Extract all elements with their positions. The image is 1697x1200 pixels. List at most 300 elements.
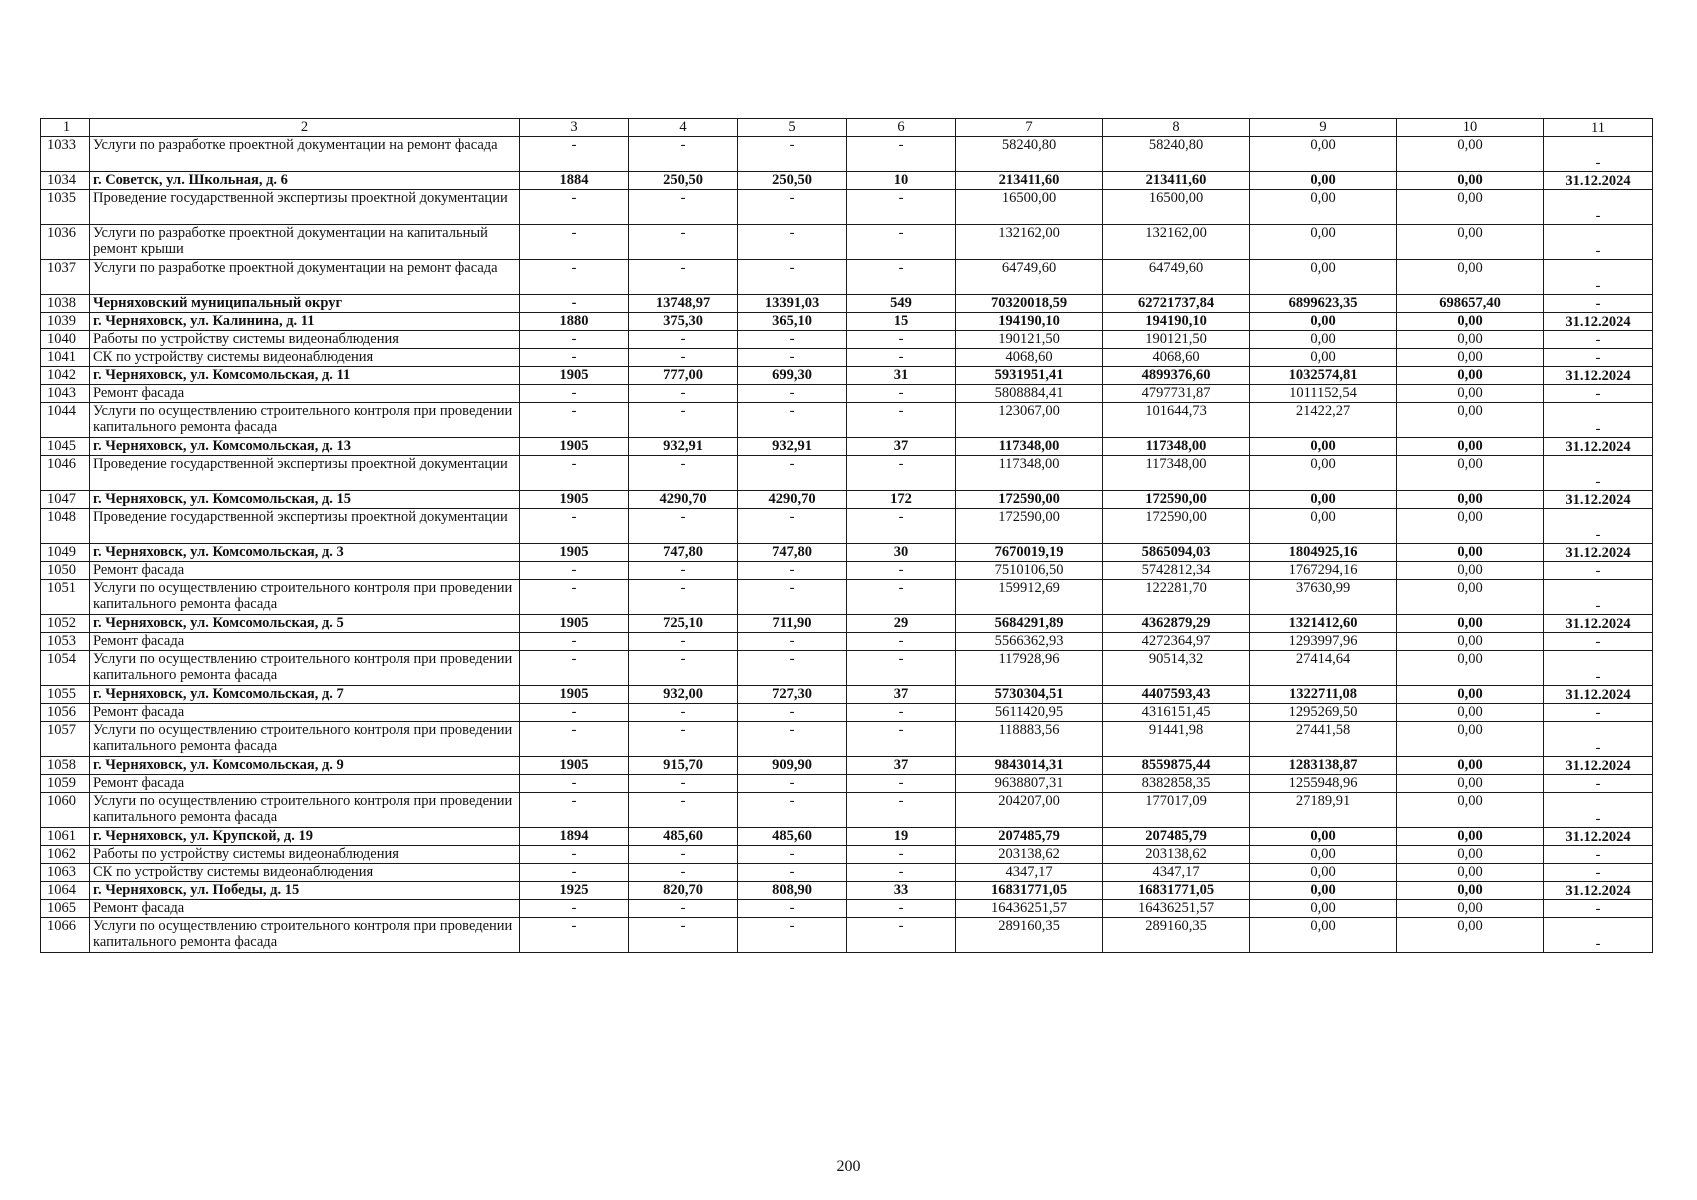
column-header-4: 4 <box>629 119 738 137</box>
cell-area-total: - <box>629 580 738 615</box>
cell-cost-total: 203138,62 <box>956 846 1103 864</box>
cell-residents: - <box>847 190 956 225</box>
cell-year: - <box>520 562 629 580</box>
cell-description: Черняховский муниципальный округ <box>90 295 520 313</box>
cell-area-total: - <box>629 900 738 918</box>
cell-year: - <box>520 456 629 491</box>
cell-cost-total: 5684291,89 <box>956 615 1103 633</box>
cell-area-living: - <box>738 704 847 722</box>
cell-residents: 172 <box>847 491 956 509</box>
cell-description: г. Черняховск, ул. Комсомольская, д. 9 <box>90 757 520 775</box>
cell-row-number: 1061 <box>41 828 90 846</box>
table-row <box>41 846 1653 864</box>
cell-cost-owners: 1032574,81 <box>1250 367 1397 385</box>
cell-cost-fund: 5742812,34 <box>1103 562 1250 580</box>
cell-cost-owners: 27441,58 <box>1250 722 1397 757</box>
cell-row-number: 1041 <box>41 349 90 367</box>
table-row <box>41 438 1653 456</box>
cell-cost-owners: 27189,91 <box>1250 793 1397 828</box>
cell-area-living: - <box>738 331 847 349</box>
cell-cost-owners: 21422,27 <box>1250 403 1397 438</box>
cell-residents: 37 <box>847 757 956 775</box>
cell-year: - <box>520 331 629 349</box>
cell-cost-other: 0,00 <box>1397 918 1544 953</box>
cell-year: - <box>520 722 629 757</box>
cell-year: - <box>520 633 629 651</box>
cell-description: Услуги по разработке проектной документации на ремонт фасада <box>90 137 520 172</box>
cell-cost-owners: 0,00 <box>1250 900 1397 918</box>
table-row <box>41 651 1653 686</box>
cell-cost-fund: 16831771,05 <box>1103 882 1250 900</box>
page-number: 200 <box>836 1158 861 1175</box>
cell-cost-total: 207485,79 <box>956 828 1103 846</box>
cell-cost-fund: 8382858,35 <box>1103 775 1250 793</box>
cell-cost-owners: 1283138,87 <box>1250 757 1397 775</box>
table-row <box>41 686 1653 704</box>
cell-cost-fund: 172590,00 <box>1103 509 1250 544</box>
cell-area-living: 808,90 <box>738 882 847 900</box>
cell-description: г. Черняховск, ул. Комсомольская, д. 15 <box>90 491 520 509</box>
cell-cost-other: 0,00 <box>1397 509 1544 544</box>
cell-residents: 549 <box>847 295 956 313</box>
cell-residents: - <box>847 260 956 295</box>
cell-area-total: - <box>629 846 738 864</box>
cell-cost-fund: 177017,09 <box>1103 793 1250 828</box>
cell-residents: - <box>847 918 956 953</box>
cell-deadline: - <box>1544 651 1653 686</box>
cell-cost-fund: 8559875,44 <box>1103 757 1250 775</box>
table-row <box>41 456 1653 491</box>
cell-description: г. Черняховск, ул. Комсомольская, д. 3 <box>90 544 520 562</box>
cell-year: 1905 <box>520 615 629 633</box>
cell-area-living: - <box>738 225 847 260</box>
cell-deadline: - <box>1544 722 1653 757</box>
cell-cost-owners: 1321412,60 <box>1250 615 1397 633</box>
cell-area-living: - <box>738 260 847 295</box>
cell-cost-owners: 6899623,35 <box>1250 295 1397 313</box>
cell-cost-other: 0,00 <box>1397 882 1544 900</box>
cell-cost-total: 117348,00 <box>956 438 1103 456</box>
cell-description: г. Черняховск, ул. Комсомольская, д. 13 <box>90 438 520 456</box>
cell-cost-fund: 16436251,57 <box>1103 900 1250 918</box>
cell-area-total: - <box>629 722 738 757</box>
cell-cost-fund: 172590,00 <box>1103 491 1250 509</box>
cell-cost-other: 0,00 <box>1397 704 1544 722</box>
cell-area-living: - <box>738 580 847 615</box>
cell-cost-other: 0,00 <box>1397 313 1544 331</box>
cell-cost-owners: 0,00 <box>1250 225 1397 260</box>
cell-residents: - <box>847 225 956 260</box>
cell-cost-total: 4068,60 <box>956 349 1103 367</box>
cell-cost-total: 7510106,50 <box>956 562 1103 580</box>
cell-area-living: - <box>738 651 847 686</box>
cell-area-living: - <box>738 900 847 918</box>
table-row <box>41 615 1653 633</box>
cell-area-living: - <box>738 722 847 757</box>
cell-year: 1905 <box>520 438 629 456</box>
cell-row-number: 1047 <box>41 491 90 509</box>
cell-year: - <box>520 403 629 438</box>
cell-residents: - <box>847 633 956 651</box>
cell-cost-owners: 0,00 <box>1250 438 1397 456</box>
cell-cost-other: 0,00 <box>1397 633 1544 651</box>
header-row <box>41 119 1653 137</box>
table-row <box>41 403 1653 438</box>
cell-cost-owners: 0,00 <box>1250 882 1397 900</box>
cell-cost-owners: 1011152,54 <box>1250 385 1397 403</box>
cell-cost-total: 204207,00 <box>956 793 1103 828</box>
cell-residents: - <box>847 864 956 882</box>
cell-description: г. Черняховск, ул. Комсомольская, д. 7 <box>90 686 520 704</box>
cell-year: - <box>520 225 629 260</box>
cell-row-number: 1037 <box>41 260 90 295</box>
cell-area-living: - <box>738 190 847 225</box>
cell-cost-total: 172590,00 <box>956 491 1103 509</box>
column-header-7: 7 <box>956 119 1103 137</box>
table-row <box>41 190 1653 225</box>
cell-cost-fund: 4899376,60 <box>1103 367 1250 385</box>
cell-area-total: 777,00 <box>629 367 738 385</box>
cell-row-number: 1065 <box>41 900 90 918</box>
cell-year: - <box>520 918 629 953</box>
cell-area-total: - <box>629 704 738 722</box>
cell-deadline: - <box>1544 562 1653 580</box>
cell-cost-other: 0,00 <box>1397 562 1544 580</box>
cell-year: - <box>520 349 629 367</box>
cell-row-number: 1048 <box>41 509 90 544</box>
table-row <box>41 491 1653 509</box>
cell-year: - <box>520 137 629 172</box>
column-header-2: 2 <box>90 119 520 137</box>
cell-cost-total: 123067,00 <box>956 403 1103 438</box>
cell-cost-other: 0,00 <box>1397 722 1544 757</box>
cell-description: г. Черняховск, ул. Комсомольская, д. 5 <box>90 615 520 633</box>
cell-row-number: 1040 <box>41 331 90 349</box>
cell-area-living: 747,80 <box>738 544 847 562</box>
cell-year: - <box>520 900 629 918</box>
cell-description: г. Черняховск, ул. Победы, д. 15 <box>90 882 520 900</box>
cell-deadline: - <box>1544 793 1653 828</box>
cell-cost-other: 0,00 <box>1397 367 1544 385</box>
cell-row-number: 1055 <box>41 686 90 704</box>
cell-cost-total: 118883,56 <box>956 722 1103 757</box>
cell-residents: - <box>847 900 956 918</box>
cell-cost-fund: 91441,98 <box>1103 722 1250 757</box>
cell-deadline: - <box>1544 704 1653 722</box>
cell-residents: - <box>847 651 956 686</box>
cell-description: г. Черняховск, ул. Калинина, д. 11 <box>90 313 520 331</box>
table-row <box>41 544 1653 562</box>
cell-cost-total: 194190,10 <box>956 313 1103 331</box>
cell-area-living: - <box>738 509 847 544</box>
cell-year: - <box>520 775 629 793</box>
cell-area-total: 915,70 <box>629 757 738 775</box>
cell-deadline: 31.12.2024 <box>1544 491 1653 509</box>
cell-year: - <box>520 580 629 615</box>
cell-row-number: 1036 <box>41 225 90 260</box>
cell-area-living: - <box>738 137 847 172</box>
cell-year: - <box>520 385 629 403</box>
cell-row-number: 1042 <box>41 367 90 385</box>
cell-area-total: 250,50 <box>629 172 738 190</box>
cell-residents: 31 <box>847 367 956 385</box>
cell-description: Услуги по осуществлению строительного контроля при проведении капитального ремонта фасада <box>90 651 520 686</box>
cell-area-total: 4290,70 <box>629 491 738 509</box>
cell-deadline: 31.12.2024 <box>1544 367 1653 385</box>
cell-cost-other: 0,00 <box>1397 331 1544 349</box>
cell-cost-owners: 27414,64 <box>1250 651 1397 686</box>
table-row <box>41 562 1653 580</box>
cell-area-living: 727,30 <box>738 686 847 704</box>
cell-cost-total: 9638807,31 <box>956 775 1103 793</box>
cell-description: СК по устройству системы видеонаблюдения <box>90 864 520 882</box>
table-row <box>41 722 1653 757</box>
cell-cost-fund: 190121,50 <box>1103 331 1250 349</box>
cell-deadline: - <box>1544 349 1653 367</box>
table-row <box>41 918 1653 953</box>
cell-cost-total: 58240,80 <box>956 137 1103 172</box>
cell-description: г. Советск, ул. Школьная, д. 6 <box>90 172 520 190</box>
cell-description: г. Черняховск, ул. Комсомольская, д. 11 <box>90 367 520 385</box>
cell-description: Проведение государственной экспертизы проектной документации <box>90 509 520 544</box>
cell-cost-owners: 1295269,50 <box>1250 704 1397 722</box>
table-row <box>41 704 1653 722</box>
cell-residents: - <box>847 349 956 367</box>
cell-deadline: - <box>1544 864 1653 882</box>
cell-description: Ремонт фасада <box>90 704 520 722</box>
cell-cost-fund: 5865094,03 <box>1103 544 1250 562</box>
cell-cost-total: 5566362,93 <box>956 633 1103 651</box>
cell-row-number: 1060 <box>41 793 90 828</box>
cell-row-number: 1033 <box>41 137 90 172</box>
cell-area-total: - <box>629 918 738 953</box>
cell-cost-other: 0,00 <box>1397 757 1544 775</box>
cell-year: 1925 <box>520 882 629 900</box>
cell-cost-owners: 0,00 <box>1250 260 1397 295</box>
cell-deadline: 31.12.2024 <box>1544 544 1653 562</box>
cell-residents: 37 <box>847 686 956 704</box>
cell-cost-fund: 4068,60 <box>1103 349 1250 367</box>
cell-deadline: - <box>1544 385 1653 403</box>
cell-year: 1905 <box>520 367 629 385</box>
cell-cost-other: 0,00 <box>1397 491 1544 509</box>
cell-area-total: - <box>629 864 738 882</box>
cell-area-total: - <box>629 633 738 651</box>
cell-area-living: 250,50 <box>738 172 847 190</box>
table-row <box>41 295 1653 313</box>
cell-cost-other: 0,00 <box>1397 225 1544 260</box>
cell-area-total: - <box>629 403 738 438</box>
cell-cost-other: 0,00 <box>1397 349 1544 367</box>
cell-cost-owners: 0,00 <box>1250 864 1397 882</box>
cell-area-living: 4290,70 <box>738 491 847 509</box>
cell-cost-total: 5730304,51 <box>956 686 1103 704</box>
cell-cost-other: 0,00 <box>1397 580 1544 615</box>
cell-deadline: - <box>1544 331 1653 349</box>
cell-description: Проведение государственной экспертизы проектной документации <box>90 456 520 491</box>
cell-row-number: 1057 <box>41 722 90 757</box>
cell-row-number: 1051 <box>41 580 90 615</box>
cell-area-total: 820,70 <box>629 882 738 900</box>
cell-row-number: 1044 <box>41 403 90 438</box>
cell-cost-total: 132162,00 <box>956 225 1103 260</box>
cell-residents: - <box>847 846 956 864</box>
cell-year: - <box>520 704 629 722</box>
cell-cost-other: 698657,40 <box>1397 295 1544 313</box>
cell-area-total: 485,60 <box>629 828 738 846</box>
cell-cost-owners: 0,00 <box>1250 918 1397 953</box>
cell-deadline: - <box>1544 580 1653 615</box>
column-header-9: 9 <box>1250 119 1397 137</box>
cell-cost-other: 0,00 <box>1397 793 1544 828</box>
cell-row-number: 1049 <box>41 544 90 562</box>
cell-area-total: - <box>629 793 738 828</box>
cell-cost-fund: 16500,00 <box>1103 190 1250 225</box>
cell-cost-fund: 4316151,45 <box>1103 704 1250 722</box>
cell-cost-fund: 122281,70 <box>1103 580 1250 615</box>
cell-cost-owners: 0,00 <box>1250 491 1397 509</box>
cell-residents: - <box>847 331 956 349</box>
cell-row-number: 1053 <box>41 633 90 651</box>
cell-area-total: - <box>629 225 738 260</box>
cell-area-living: - <box>738 864 847 882</box>
cell-area-total: 725,10 <box>629 615 738 633</box>
cell-residents: 15 <box>847 313 956 331</box>
cell-cost-fund: 58240,80 <box>1103 137 1250 172</box>
table-row <box>41 882 1653 900</box>
table-row <box>41 633 1653 651</box>
cell-deadline: 31.12.2024 <box>1544 882 1653 900</box>
cell-deadline: - <box>1544 403 1653 438</box>
cell-cost-total: 16831771,05 <box>956 882 1103 900</box>
cell-cost-other: 0,00 <box>1397 544 1544 562</box>
cell-residents: 33 <box>847 882 956 900</box>
cell-deadline: - <box>1544 456 1653 491</box>
table-row <box>41 331 1653 349</box>
cell-description: Услуги по разработке проектной документации на капитальный ремонт крыши <box>90 225 520 260</box>
cell-cost-total: 190121,50 <box>956 331 1103 349</box>
cell-year: 1905 <box>520 544 629 562</box>
cell-description: Ремонт фасада <box>90 775 520 793</box>
cell-area-living: 909,90 <box>738 757 847 775</box>
cell-area-living: 13391,03 <box>738 295 847 313</box>
cell-area-living: - <box>738 846 847 864</box>
cell-cost-total: 16500,00 <box>956 190 1103 225</box>
cell-cost-owners: 1322711,08 <box>1250 686 1397 704</box>
cell-area-total: - <box>629 651 738 686</box>
cell-description: Услуги по осуществлению строительного контроля при проведении капитального ремонта фасада <box>90 580 520 615</box>
cell-residents: - <box>847 137 956 172</box>
table-row <box>41 225 1653 260</box>
cell-year: - <box>520 651 629 686</box>
cell-cost-total: 5931951,41 <box>956 367 1103 385</box>
cell-row-number: 1054 <box>41 651 90 686</box>
column-header-6: 6 <box>847 119 956 137</box>
column-header-5: 5 <box>738 119 847 137</box>
cell-cost-fund: 64749,60 <box>1103 260 1250 295</box>
cell-deadline: - <box>1544 633 1653 651</box>
cell-year: - <box>520 864 629 882</box>
cell-cost-total: 4347,17 <box>956 864 1103 882</box>
cell-residents: 10 <box>847 172 956 190</box>
cell-cost-other: 0,00 <box>1397 900 1544 918</box>
table-row <box>41 313 1653 331</box>
cell-description: Проведение государственной экспертизы проектной документации <box>90 190 520 225</box>
cell-year: 1905 <box>520 757 629 775</box>
cell-deadline: - <box>1544 509 1653 544</box>
cell-cost-other: 0,00 <box>1397 385 1544 403</box>
cell-year: 1905 <box>520 686 629 704</box>
cell-deadline: - <box>1544 775 1653 793</box>
cell-area-total: 932,00 <box>629 686 738 704</box>
cell-cost-fund: 101644,73 <box>1103 403 1250 438</box>
cell-year: - <box>520 846 629 864</box>
cell-residents: - <box>847 704 956 722</box>
cell-deadline: 31.12.2024 <box>1544 438 1653 456</box>
cell-cost-other: 0,00 <box>1397 775 1544 793</box>
cell-cost-fund: 4407593,43 <box>1103 686 1250 704</box>
cell-cost-total: 213411,60 <box>956 172 1103 190</box>
cell-row-number: 1039 <box>41 313 90 331</box>
cell-residents: - <box>847 722 956 757</box>
cell-row-number: 1056 <box>41 704 90 722</box>
cell-cost-fund: 289160,35 <box>1103 918 1250 953</box>
cell-residents: - <box>847 793 956 828</box>
cell-cost-fund: 203138,62 <box>1103 846 1250 864</box>
cell-cost-owners: 0,00 <box>1250 349 1397 367</box>
cell-cost-other: 0,00 <box>1397 456 1544 491</box>
cell-year: - <box>520 260 629 295</box>
column-header-11: 11 <box>1544 119 1653 137</box>
cell-row-number: 1050 <box>41 562 90 580</box>
cell-cost-total: 159912,69 <box>956 580 1103 615</box>
cell-cost-other: 0,00 <box>1397 438 1544 456</box>
cell-cost-total: 9843014,31 <box>956 757 1103 775</box>
cell-cost-owners: 0,00 <box>1250 846 1397 864</box>
cell-row-number: 1066 <box>41 918 90 953</box>
cell-area-total: - <box>629 562 738 580</box>
cell-cost-owners: 1255948,96 <box>1250 775 1397 793</box>
cell-area-total: - <box>629 385 738 403</box>
cell-row-number: 1062 <box>41 846 90 864</box>
cell-description: Услуги по осуществлению строительного контроля при проведении капитального ремонта фасада <box>90 403 520 438</box>
cell-deadline: - <box>1544 190 1653 225</box>
cell-cost-other: 0,00 <box>1397 864 1544 882</box>
cell-deadline: - <box>1544 225 1653 260</box>
cell-description: Работы по устройству системы видеонаблюдения <box>90 846 520 864</box>
cell-description: Ремонт фасада <box>90 562 520 580</box>
table-row <box>41 580 1653 615</box>
cell-cost-other: 0,00 <box>1397 403 1544 438</box>
cell-row-number: 1052 <box>41 615 90 633</box>
cell-area-living: - <box>738 385 847 403</box>
cell-area-total: - <box>629 331 738 349</box>
cell-cost-total: 70320018,59 <box>956 295 1103 313</box>
cell-year: - <box>520 190 629 225</box>
cell-cost-other: 0,00 <box>1397 615 1544 633</box>
cell-area-total: - <box>629 190 738 225</box>
cell-residents: 19 <box>847 828 956 846</box>
cell-cost-owners: 1804925,16 <box>1250 544 1397 562</box>
cell-area-living: - <box>738 349 847 367</box>
cell-cost-fund: 117348,00 <box>1103 438 1250 456</box>
cell-residents: 30 <box>847 544 956 562</box>
cell-deadline: - <box>1544 900 1653 918</box>
cell-year: 1905 <box>520 491 629 509</box>
cell-residents: 29 <box>847 615 956 633</box>
cell-cost-other: 0,00 <box>1397 651 1544 686</box>
cell-deadline: 31.12.2024 <box>1544 172 1653 190</box>
